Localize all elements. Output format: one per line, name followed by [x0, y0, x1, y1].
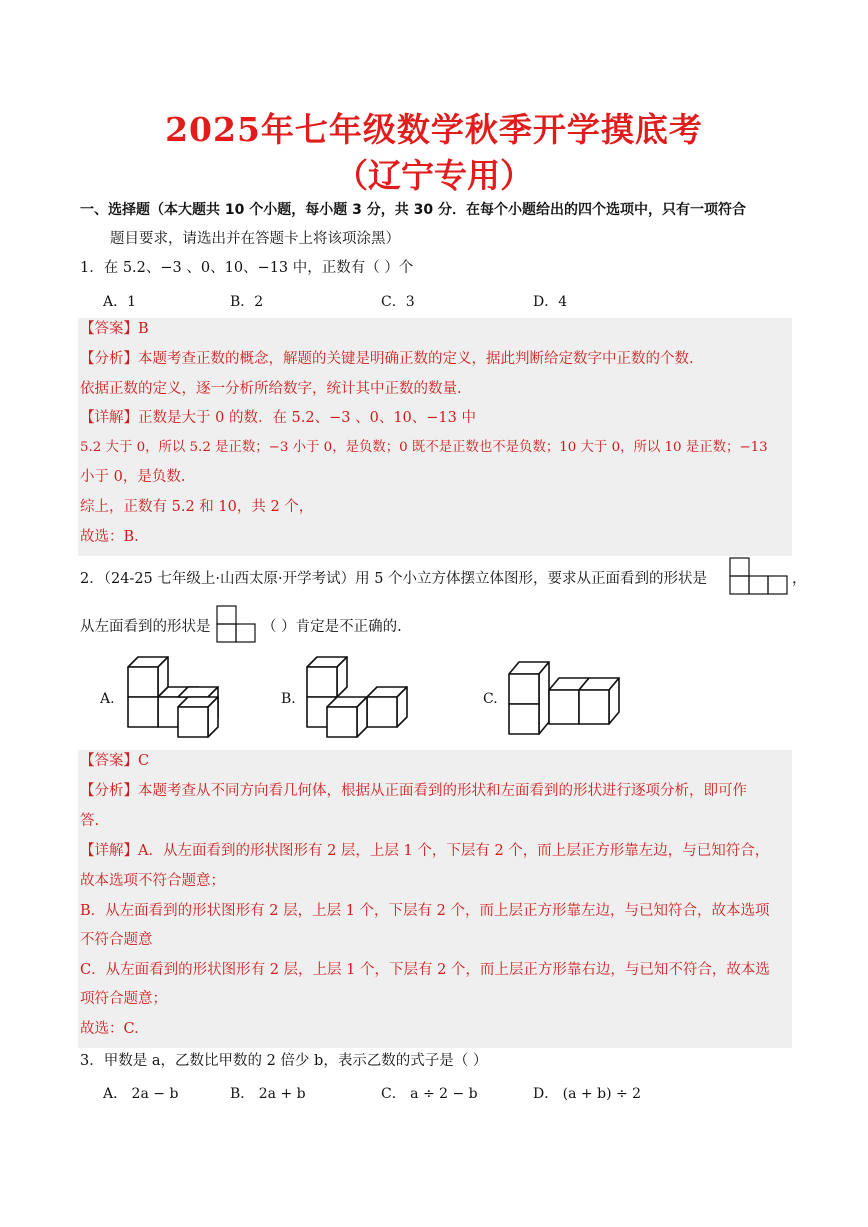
q3-stem: 3．甲数是 a，乙数比甲数的 2 倍少 b，表示乙数的式子是（ ） — [80, 1053, 488, 1069]
q1-analysis-1: 【分析】本题考查正数的概念，解题的关键是明确正数的定义，据此判断给定数字中正数的个数. — [80, 351, 694, 367]
q2-option-a-figure — [124, 655, 224, 741]
q3-option-a: A． 2a − b — [103, 1086, 179, 1102]
section-heading-cont: 题目要求，请选出并在答题卡上将该项涂黑） — [110, 231, 400, 247]
q1-analysis-2: 依据正数的定义，逐一分析所给数字，统计其中正数的数量. — [80, 381, 462, 397]
q2-detail-2: 故本选项不符合题意； — [80, 873, 225, 889]
page-title: 2025年七年级数学秋季开学摸底考 — [165, 110, 703, 149]
q1-option-b: B．2 — [230, 294, 264, 310]
q2-stem-1-end: ， — [792, 571, 807, 587]
q2-answer: 【答案】C — [80, 753, 150, 769]
q1-detail-4: 综上，正数有 5.2 和 10，共 2 个， — [80, 499, 314, 515]
q2-stem-2a: 从左面看到的形状是 — [80, 619, 211, 635]
q1-option-a: A．1 — [103, 294, 137, 310]
q2-stem-1: 2．（24-25 七年级上·山西太原·开学考试）用 5 个小立方体摆立体图形，要求从正面看到的形状是 — [80, 571, 708, 587]
q2-detail-3: B．从左面看到的形状图形有 2 层，上层 1 个，下层有 2 个，而上层正方形靠左边，与已知符合，故本选项 — [80, 903, 770, 919]
q2-option-c-figure — [505, 658, 630, 740]
q2-detail-1: 【详解】A．从左面看到的形状图形有 2 层，上层 1 个，下层有 2 个，而上层正方形靠左边，与已知符合， — [80, 843, 770, 859]
q2-stem-2b: （ ）肯定是不正确的. — [262, 619, 402, 635]
q2-option-c-label: C. — [483, 691, 498, 707]
q1-detail-2: 5.2 大于 0，所以 5.2 是正数；−3 小于 0，是负数；0 既不是正数也不是负数；10 大于 0，所以 10 是正数；−13 — [80, 440, 768, 455]
q1-answer: 【答案】B — [80, 321, 149, 337]
q2-detail-7: 故选：C. — [80, 1021, 139, 1037]
front-view-figure — [729, 557, 791, 597]
left-view-figure — [216, 605, 258, 645]
q2-analysis-1: 【分析】本题考查从不同方向看几何体，根据从正面看到的形状和左面看到的形状进行逐项分析，即可作 — [80, 783, 747, 799]
q3-option-c: C． a ÷ 2 − b — [381, 1086, 478, 1102]
q2-analysis-2: 答. — [80, 813, 100, 829]
q1-detail-5: 故选：B. — [80, 529, 139, 545]
q2-detail-4: 不符合题意 — [80, 932, 153, 948]
q1-option-c: C．3 — [381, 294, 415, 310]
q2-option-a-label: A. — [100, 691, 115, 707]
q3-option-b: B． 2a + b — [230, 1086, 306, 1102]
q2-detail-5: C．从左面看到的形状图形有 2 层，上层 1 个，下层有 2 个，而上层正方形靠右边，与已知不符合，故本选 — [80, 962, 770, 978]
q1-detail-1: 【详解】正数是大于 0 的数．在 5.2、−3 、0、10、−13 中 — [80, 410, 476, 426]
page-subtitle: （辽宁专用） — [335, 156, 533, 195]
q3-option-d: D． (a + b) ÷ 2 — [533, 1086, 642, 1102]
q2-detail-6: 项符合题意； — [80, 991, 167, 1007]
q1-option-d: D．4 — [533, 294, 568, 310]
q1-stem: 1．在 5.2、−3 、0、10、−13 中，正数有（ ）个 — [80, 260, 414, 276]
q2-option-b-figure — [303, 655, 413, 741]
section-heading: 一、选择题（本大题共 10 个小题，每小题 3 分，共 30 分．在每个小题给出的四个选项中，只有一项符合 — [80, 202, 746, 218]
q2-option-b-label: B. — [281, 691, 296, 707]
q1-detail-3: 小于 0，是负数. — [80, 469, 186, 485]
